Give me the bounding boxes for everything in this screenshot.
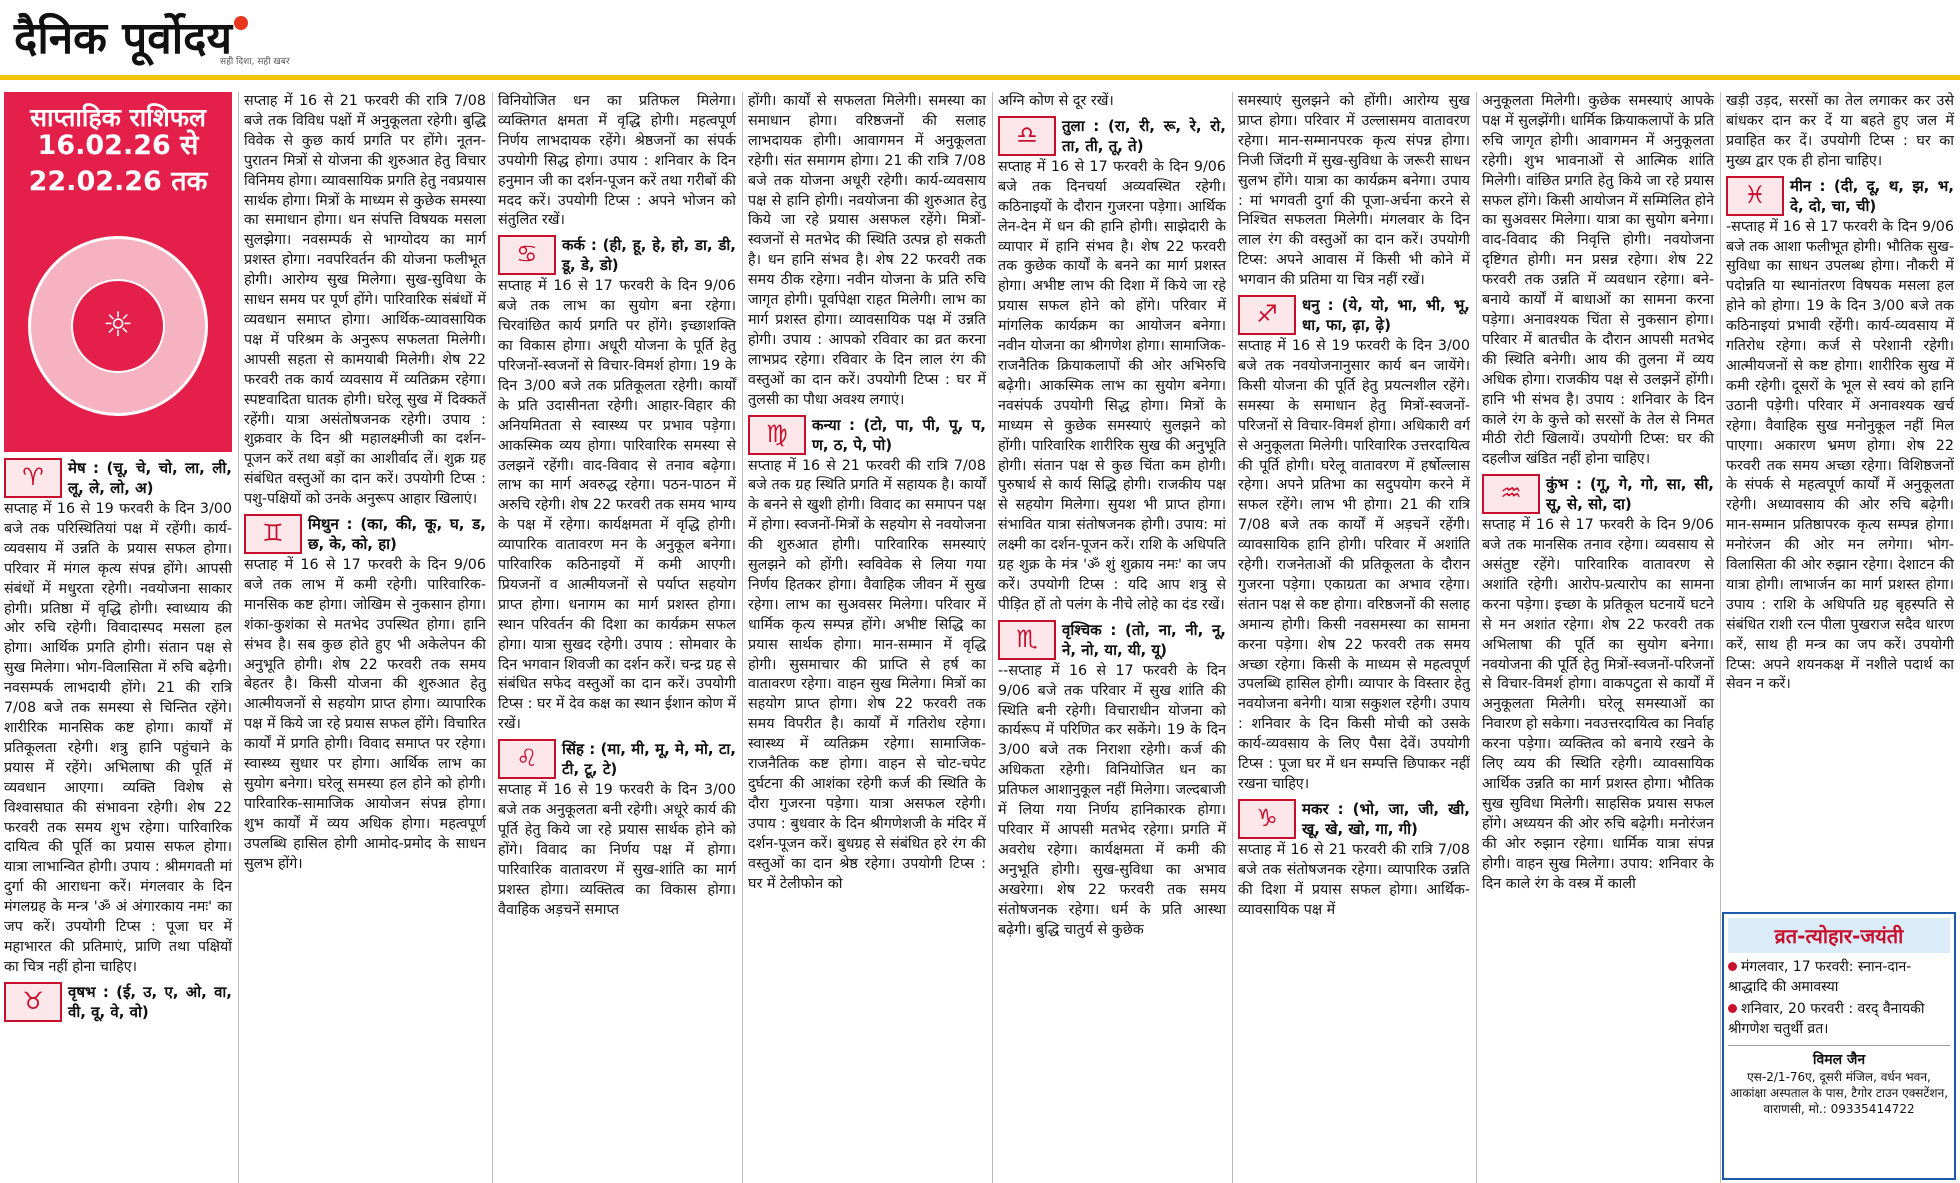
libra-icon: ♎ [998,116,1056,156]
sagittarius-icon: ♐ [1238,295,1296,335]
zodiac-wheel-icon [28,236,208,416]
feature-title: साप्ताहिक राशिफल [30,103,206,132]
rashi-text-makar-cont: अनुकूलता मिलेगी। कुछेक समस्याएं आपके पक्ष में सुलझेंगी। धार्मिक क्रियाकलापों के प्रति रुचि जागृत होगी। आवागमन में अनुकूलता रहेगी। शुभ भावनाओं से आत्मिक शांति मिलेगी। वांछित प्रगति हेतु किये जा रहे प्रयास सफल होंगे। किसी आयोजन में सम्मिलित होने का सुअवसर मिलेगा। यात्रा का सुयोग बनेगा। वाद-विवाद की निवृत्ति होगी। नवयोजना दृष्टिगत होगी। मन प्रसन्न रहेगा। शेष 22 फरवरी तक उन्नति में व्यवधान रहेगा। बने-बनाये कार्यों में बाधाओं का सामना करना पड़ेगा। अनावश्यक चिंता से नुकसान होगा। परिवार में बातचीत के दौरान आपसी मतभेद की स्थिति बनेगी। आय की तुलना में व्यय अधिक होगा। राजकीय पक्ष से उलझनें होंगी। हानि भी संभव है। उपाय : शनिवार के दिन काले रंग के कुत्ते को सरसों के तेल से निमत मीठी रोटी खिलायें। उपयोगी टिप्स: घर की दहलीज खंडित नहीं होना चाहिए। [1482,93,1714,468]
festival-box-title: व्रत-त्योहार-जयंती [1728,918,1950,953]
aries-icon: ♈ [4,458,62,498]
rashi-text-dhanu: सप्ताह में 16 से 19 फरवरी के दिन 3/00 बजे तक नवयोजनानुसार कार्य बन जायेंगे। किसी योजना की पूर्ति हेतु प्रयत्नशील रहेंगे। समस्या के समाधान हेतु मित्रों-स्वजनों-परिजनों से विचार-विमर्श होगा। अधिकारी वर्ग से अनुकूलता मिलेगी। पारिवारिक उत्तरदायित्व की पूर्ति होगी। घरेलू वातावरण में हर्षोल्लास रहेगा। अपने प्रतिभा का सदुपयोग करने में सफल रहेंगे। लाभ भी होगा। 21 की रात्रि 7/08 बजे तक कार्यों में अड़चनें रहेंगी। व्यावसायिक हानि होगी। परिवार में अशांति रहेगी। राजनेताओं की प्रतिकूलता के दौरान गुजरना पड़ेगा। एकाग्रता का अभाव रहेगा। संतान पक्ष से कष्ट होगा। वरिष्ठजनों की सलाह अमान्य होगी। किसी नवसमस्या का सामना करना पड़ेगा। शेष 22 फरवरी तक समय अच्छा रहेगा। किसी के माध्यम से महत्वपूर्ण उपलब्धि हासिल होगी। व्यापार के विस्तार हेतु नवयोजना बनेगी। यात्रा सकुशल रहेगी। उपाय : शनिवार के दिन किसी मोची को उसके कार्य-व्यवसाय के लिए पैसा देवें। उपयोगी टिप्स : पूजा घर में धन सम्पत्ति छिपाकर नहीं रखना चाहिए। [1238,338,1470,792]
logo-dot-icon [234,16,248,30]
column-7 [1478,92,1718,1183]
festival-item: मंगलवार, 17 फरवरी: स्नान-दान-श्राद्धादि की अमावस्या [1728,959,1912,995]
rashi-name-dhanu: धनु : (ये, यो, भा, भी, भू, धा, फा, ढ़ा, ढ़े) [1302,296,1470,335]
column-divider [492,92,493,1183]
rashi-name-vrish: वृषभ : (ई, उ, ए, ओ, वा, वी, वू, वे, वो) [68,982,232,1021]
rashi-header-mithun [244,514,486,554]
feature-date-to: 22.02.26 तक [28,165,208,197]
column-divider [1232,92,1233,1183]
rashi-name-tula: तुला : (रा, री, रू, रे, रो, ता, ती, तू, ते) [1062,116,1226,155]
rashi-header-singh [498,739,736,779]
rashi-header-kanya [748,415,986,455]
rashi-name-kark: कर्क : (ही, हू, हे, हो, डा, डी, डू, डे, डो) [562,236,736,275]
rashi-text-kumbh: सप्ताह में 16 से 17 फरवरी के दिन 9/06 बजे तक मानसिक तनाव रहेगा। व्यवसाय से असंतुष्ट रहेंगे। पारिवारिक वातावरण से अशांति रहेगी। आरोप-प्रत्यारोप का सामना करना पड़ेगा। इच्छा के प्रतिकूल घटनायें घटने से मन अशांत रहेगा। शेष 22 फरवरी तक अभिलाषा की पूर्ति का सुयोग बनेगा। नवयोजना की पूर्ति हेतु मित्रों-स्वजनों-परिजनों से विचार-विमर्श होगा। वाकपटुता से कार्यों में अनुकूलता मिलेगी। घरेलू समस्याओं का निवारण हो सकेगा। नवउत्तरदायित्व का निर्वाह करना पड़ेगा। व्यक्तित्व को बनाये रखने के लिए व्यय की स्थिति रहेगी। व्यावसायिक आर्थिक उन्नति का मार्ग प्रशस्त होगा। भौतिक सुख सुविधा मिलेगी। साहसिक प्रयास सफल होंगे। अध्ययन की ओर रुचि बढ़ेगी। मनोरंजन की ओर रुझान रहेगा। धार्मिक यात्रा संपन्न होगी। वाहन सुख मिलेगा। उपाय: शनिवार के दिन काले रंग के वस्त्र में काली [1482,517,1714,892]
rashi-header-meen [1726,176,1954,216]
column-3 [494,92,740,1183]
rashi-text-singh-cont: होंगी। कार्यों से सफलता मिलेगी। समस्या का समाधान होगा। वरिष्ठजनों की सलाह लाभदायक होगी। आवागमन में अनुकूलता रहेगी। संत समागम होगा। 21 की रात्रि 7/08 बजे तक योजना अधूरी रहेगी। कार्य-व्यवसाय पक्ष से हानि होगी। नवयोजना की शुरुआत हेतु किये जा रहे प्रयास असफल रहेंगे। मित्रों-स्वजनों से मतभेद की स्थिति उत्पन्न हो सकती है। धन हानि संभव है। शेष 22 फरवरी तक समय ठीक रहेगा। नवीन योजना के प्रति रुचि जागृत होगी। पूर्वापेक्षा राहत मिलेगी। लाभ का मार्ग प्रशस्त होगा। व्यावसायिक पक्ष में उन्नति होगी। उपाय : आपको रविवार का व्रत करना लाभप्रद रहेगा। रविवार के दिन लाल रंग की वस्तुओं का दान करें। उपयोगी टिप्स : घर में तुलसी का पौधा अवश्य लगाएं। [748,93,986,408]
rashi-header-mesh [4,458,232,498]
festival-item: शनिवार, 20 फरवरी : वरद् वैनायकी श्रीगणेश चतुर्थी व्रत। [1728,1001,1925,1037]
rashi-text-mesh: सप्ताह में 16 से 19 फरवरी के दिन 3/00 बजे तक परिस्थितियां पक्ष में रहेंगी। कार्य-व्यवसाय में उन्नति के प्रयास सफल होगा। परिवार में मंगल कृत्य संपन्न होंगे। आपसी संबंधों में मधुरता रहेगी। नवयोजना साकार होगी। प्रतिष्ठा में वृद्धि होगी। स्वाध्याय की ओर रुचि रहेगी। विवादास्पद मसला हल होगा। आर्थिक प्रगति होगी। संतान पक्ष से सुख मिलेगा। भोग-विलासिता में रुचि बढ़ेगी। नवसम्पर्क लाभदायी होंगे। 21 की रात्रि 7/08 बजे तक समस्या से चिन्तित रहेंगे। शारीरिक मानसिक कष्ट होगा। कार्यों में प्रतिकूलता रहेगी। शत्रु हानि पहुंचाने के प्रयास में रहेंगे। अभिलाषा की पूर्ति में व्यवधान आएगा। व्यक्ति विशेष से विश्वासघात की संभावना रहेगी। शेष 22 फरवरी तक समय शुभ रहेगा। पारिवारिक दायित्व की पूर्ति का प्रयास सफल होगा। यात्रा लाभान्वित होगी। उपाय : श्रीमगवती मां दुर्गा की आराधना करें। मंगलवार के दिन मंगलग्रह के मन्त्र 'ॐ अं अंगारकाय नमः' का जप करें। उपयोगी टिप्स : पूजा घर में महाभारत की प्रतिमाएं, प्राणि तथा पक्षियों का चित्र नहीं होना चाहिए। [4,501,232,975]
rashi-name-singh: सिंह : (मा, मी, मू, मे, मो, टा, टी, टू, टे) [562,740,736,779]
scorpio-icon: ♏ [998,620,1056,660]
column-2 [240,92,490,1183]
rashi-text-vrishchik: --सप्ताह में 16 से 17 फरवरी के दिन 9/06 बजे तक परिवार में सुख शांति की स्थिति बनी रहेगी। विचाराधीन योजना को कार्यरूप में परिणित कर सकेंगे। 19 के दिन 3/00 बजे तक निराशा रहेगी। कर्ज की अधिकता रहेगी। विनियोजित धन का प्रतिफल आशानुकूल नहीं मिलेगा। जल्दबाजी में लिया गया निर्णय हानिकारक होगा। परिवार में आपसी मतभेद रहेगा। प्रगति में अवरोध रहेगा। कार्यक्षमता में कमी की अनुभूति होगी। सुख-सुविधा का अभाव अखरेगा। शेष 22 फरवरी तक समय संतोषजनक रहेगा। धर्म के प्रति आस्था बढ़ेगी। बुद्धि चातुर्य से कुछेक [998,662,1226,938]
column-divider [742,92,743,1183]
rashi-text-singh: सप्ताह में 16 से 19 फरवरी के दिन 3/00 बजे तक अनुकूलता बनी रहेगी। अधूरे कार्य की पूर्ति हेतु किये जा रहे प्रयास सार्थक होने को होंगे। विवाद का निर्णय पक्ष में होगा। पारिवारिक वातावरण में सुख-शांति का मार्ग प्रशस्त होगा। व्यक्तित्व का विकास होगा। वैवाहिक अड़चनें समाप्त [498,782,736,918]
tagline: सही दिशा, सही खबर [220,57,290,67]
rashi-text-makar: सप्ताह में 16 से 21 फरवरी की रात्रि 7/08 बजे तक संतोषजनक रहेगा। व्यापारिक उन्नति की दिशा में प्रयास सफल होगा। आर्थिक-व्यावसायिक पक्ष में [1238,841,1470,918]
rashi-text-kark: सप्ताह में 16 से 17 फरवरी के दिन 9/06 बजे तक लाभ का सुयोग बना रहेगा। चिरवांछित कार्य प्रगति पर होंगे। इच्छाशक्ति का विकास होगा। अधूरी योजना के पूर्ति हेतु परिजनों-स्वजनों से विचार-विमर्श होगा। 19 के दिन 3/00 बजे तक प्रतिकूलता रहेगी। कार्यों के प्रति उदासीनता रहेगी। आहार-विहार की अनियमितता से स्वास्थ्य पर प्रभाव पड़ेगा। आकस्मिक व्यय होगा। पारिवारिक समस्या से उलझनें रहेंगी। वाद-विवाद से तनाव बढ़ेगा। लाभ का मार्ग अवरुद्ध रहेगा। पठन-पाठन में अरुचि रहेगी। शेष 22 फरवरी तक समय भाग्य के पक्ष में रहेगा। कार्यक्षमता में वृद्धि होगी। व्यापारिक वातावरण मन के अनुकूल बनेगा। पारिवारिक कठिनाइयों में कमी आएगी। प्रियजनों व आत्मीयजनों से पर्याप्त सहयोग प्राप्त होगा। धनागम का मार्ग प्रशस्त होगा। स्थान परिवर्तन की दिशा का कार्यक्रम सफल होगा। यात्रा सुखद रहेगी। उपाय : सोमवार के दिन भगवान शिवजी का दर्शन करें। चन्द्र ग्रह से संबंधित सफेद वस्तुओं का दान करें। उपयोगी टिप्स : घर में देव कक्ष का स्थान ईशान कोण में रखें। [498,278,736,733]
column-divider [1720,92,1721,1183]
rashi-header-tula [998,116,1226,156]
capricorn-icon: ♑ [1238,799,1296,839]
page-body [0,92,1960,1183]
festival-box [1722,912,1956,1180]
cancer-icon: ♋ [498,235,556,275]
masthead [0,0,1960,80]
rashi-name-kumbh: कुंभ : (गू, गे, गो, सा, सी, सू, से, सो, दा) [1546,475,1714,514]
column-divider [238,92,239,1183]
column-1 [0,92,236,1183]
rashi-header-kumbh [1482,474,1714,514]
rashi-text-tula: सप्ताह में 16 से 17 फरवरी के दिन 9/06 बजे तक दिनचर्या अव्यवस्थित रहेगी। कठिनाइयों के दौरान गुजरना पड़ेगा। आर्थिक लेन-देन में धन की हानि होगी। साझेदारी के व्यापार में हानि संभव है। शेष 22 फरवरी तक कुछेक कार्यों के बनने का मार्ग प्रशस्त होगा। अभीष्ट लाभ की दिशा में किये जा रहे प्रयास सफल होने को होंगे। परिवार में मांगलिक कार्यक्रम का आयोजन बनेगा। नवीन योजना का श्रीगणेश होगा। सामाजिक-राजनैतिक क्रियाकलापों की ओर अभिरुचि बढ़ेगी। आकस्मिक लाभ का सुयोग बनेगा। नवसंपर्क उपयोगी सिद्ध होगा। मित्रों के माध्यम से कुछेक समस्याएं सुलझने को होंगी। पारिवारिक शारीरिक सुख की अनुभूति होगी। संतान पक्ष से कुछ चिंता कम होगी। पुरुषार्थ से कार्य सिद्धि होगी। राजकीय पक्ष से सहयोग मिलेगा। सुयश भी प्राप्त होगा। संभावित यात्रा संतोषजनक होगी। उपाय: मां लक्ष्मी का दर्शन-पूजन करें। राशि के अधिपति ग्रह शुक्र के मंत्र 'ॐ शुं शुक्राय नमः' का जप करें। उपयोगी टिप्स : यदि आप शत्रु से पीड़ित हों तो पलंग के नीचे लोहे का दंड रखें। [998,158,1226,613]
taurus-icon: ♉ [4,982,62,1022]
sun-icon: ☼ [71,279,165,373]
rashi-text-kanya-cont: अग्नि कोण से दूर रखें। [998,93,1114,109]
rashi-text-meen: -सप्ताह में 16 से 17 फरवरी के दिन 9/06 बजे तक आशा फलीभूत होगी। भौतिक सुख-सुविधा का साधन उपलब्ध होगा। नौकरी में पदोन्नति या स्थानांतरण विषयक मसला हल होने को होगा। 19 के दिन 3/00 बजे तक कठिनाइयां प्रभावी रहेंगी। कार्य-व्यवसाय में गतिरोध रहेगा। कर्ज से परेशानी रहेगी। आत्मीयजनों से कष्ट होगा। शारीरिक सुख में कमी रहेगी। दूसरों के भूल से स्वयं को हानि उठानी पड़ेगी। परिवार में अनावश्यक खर्च रहेगा। वैवाहिक सुख मनोनुकूल नहीं मिल पाएगा। अकारण भ्रमण होगा। शेष 22 फरवरी तक समय अच्छा रहेगा। विशिष्ठजनों के संपर्क से महत्वपूर्ण कार्यों में अनुकूलता रहेगी। अध्यावसाय की ओर रुचि बढ़ेगी। मान-सम्मान प्रतिष्ठापरक कृत्य सम्पन्न होगा। मनोरंजन की ओर मन लगेगा। भोग-विलासिता की ओर रुझान रहेगा। देशाटन की यात्रा होगी। लाभार्जन का मार्ग प्रशस्त होगा। उपाय : राशि के अधिपति ग्रह बृहस्पति से संबंधित राशी रत्न पीला पुखराज सदैव धारण करें, साथ ही मन्त्र का जप करें। उपयोगी टिप्स: अपने शयनकक्ष में नशीले पदार्थ का सेवन न करें। [1726,218,1954,693]
rashi-name-mesh: मेष : (चू, चे, चो, ला, ली, लू, ले, लो, अ) [68,459,232,497]
rashi-text-kumbh-cont: खड़ी उड़द, सरसों का तेल लगाकर कर उसे बांधकर दान कर दें या बहते हुए जल में प्रवाहित कर दें। उपयोगी टिप्स : घर का मुख्य द्वार एक ही होना चाहिए। [1726,93,1954,169]
column-divider [992,92,993,1183]
feature-title-box [4,92,232,452]
bullet-icon [1728,962,1737,971]
author-address: एस-2/1-76ए, दूसरी मंजिल, वर्धन भवन, आकांक्षा अस्पताल के पास, टैगोर टाउन एक्सटेंशन, वाराणसी, मो.: 09335414722 [1729,1070,1949,1116]
rashi-name-vrishchik: वृश्चिक : (तो, ना, नी, नू, ने, नो, या, यी, यू) [1062,620,1226,659]
aquarius-icon: ♒ [1482,474,1540,514]
column-6 [1234,92,1474,1183]
rashi-text-vrish: सप्ताह में 16 से 21 फरवरी की रात्रि 7/08 बजे तक विविध पक्षों में अनुकूलता रहेगी। बुद्धि विवेक से कुछ कार्य प्रगति पर होंगे। नूतन-पुरातन मित्रों से योजना की शुरुआत हेतु विचार विनिमय होगा। व्यावसायिक प्रगति हेतु नवप्रयास सार्थक होगा। मित्रों के माध्यम से कुछेक समस्या का समाधान होगा। धन संपत्ति विषयक मसला सुलझेगा। नवसम्पर्क से भाग्योदय का मार्ग प्रशस्त होगा। नवपरिवर्तन की योजना फलीभूत होगी। आरोग्य सुख मिलेगा। सुख-सुविधा के साधन समय पर पूर्ण होंगे। पारिवारिक संबंधों में व्यवधान समाप्त होगा। आर्थिक-व्यावसायिक पक्ष में परिश्रम के अनुरूप सफलता मिलेगी। आपसी सहता से कामयाबी मिलेगी। शेष 22 फरवरी तक कार्य व्यवसाय में व्यतिक्रम रहेगा। स्पष्टवादिता घातक होगी। घरेलू सुख में दिक्कतें रहेंगी। यात्रा असंतोषजनक रहेगी। उपाय : शुक्रवार के दिन श्री महालक्ष्मीजी का दर्शन-पूजन करें तथा बड़ों का आशीर्वाद लें। शुक्र ग्रह संबंधित वस्तुओं का दान करें। उपयोगी टिप्स : पशु-पक्षियों को उनके अनुरूप आहार खिलाएं। [244,93,486,508]
rashi-name-makar: मकर : (भो, जा, जी, खी, खू, खे, खो, गा, गी) [1302,799,1470,838]
feature-date-from: 16.02.26 से [37,129,199,161]
rashi-text-mithun: सप्ताह में 16 से 17 फरवरी के दिन 9/06 बजे तक लाभ में कमी रहेगी। पारिवारिक-मानसिक कष्ट होगा। जोखिम से नुकसान होगा। शंका-कुशंका से मतभेद उपस्थित होगा। हानि संभव है। सब कुछ होते हुए भी अकेलेपन की अनुभूति होगी। शेष 22 फरवरी तक समय बेहतर है। किसी योजना की शुरुआत हेतु आत्मीयजनों से सहयोग प्राप्त होगा। व्यापारिक पक्ष में किये जा रहे प्रयास सफल होंगे। विचारित कार्यों में प्रगति होगी। विवाद समाप्त पर रहेगा। स्वास्थ्य सुधार पर होगा। आर्थिक लाभ का सुयोग बनेगा। घरेलू समस्या हल होने को होगी। पारिवारिक-सामाजिक आयोजन संपन्न होगा। शुभ कार्यों में व्यय अधिक होगा। महत्वपूर्ण उपलब्धि हासिल होगी आमोद-प्रमोद के साधन सुलभ होंगे। [244,557,486,872]
rashi-text-kanya: सप्ताह में 16 से 21 फरवरी की रात्रि 7/08 बजे तक ग्रह स्थिति प्रगति में सहायक है। कार्यों के बनने से खुशी होगी। विवाद का समापन पक्ष में होगा। स्वजनों-मित्रों के सहयोग से नवयोजना की शुरुआत होगी। पारिवारिक समस्याएं सुलझने को होंगी। स्वविवेक से लिया गया निर्णय हितकर होगा। वैवाहिक जीवन में सुख रहेगा। लाभ का सुअवसर मिलेगा। परिवार में धार्मिक कृत्य सम्पन्न होंगे। अभीष्ट सिद्धि का प्रयास सार्थक होगा। मान-सम्मान में वृद्धि होगी। सुसमाचार की प्राप्ति से हर्ष का वातावरण रहेगा। वाहन सुख मिलेगा। मित्रों का सहयोग प्राप्त होगा। शेष 22 फरवरी तक समय विपरीत है। कार्यों में गतिरोध रहेगा। स्वास्थ्य में व्यतिक्रम रहेगा। सामाजिक-राजनैतिक कष्ट होगा। वाहन से चोट-चपेट दुर्घटना की आशंका रहेगी कर्ज की स्थिति के दौरा गुजरना पड़ेगा। यात्रा असफल रहेगी। उपाय : बुधवार के दिन श्रीगणेशजी के मंदिर में दर्शन-पूजन करें। बुधग्रह से संबंधित हरे रंग की वस्तुओं का दान श्रेष्ठ रहेगा। उपयोगी टिप्स : घर में टेलीफोन को [748,457,986,892]
column-divider [1476,92,1477,1183]
rashi-text-mithun-cont: विनियोजित धन का प्रतिफल मिलेगा। व्यक्तिगत क्षमता में वृद्धि होगी। महत्वपूर्ण निर्णय लाभदायक रहेंगे। श्रेष्ठजनों का संपर्क उपयोगी सिद्ध होगा। उपाय : शनिवार के दिन हनुमान जी का दर्शन-पूजन करें तथा गरीबों की मदद करें। उपयोगी टिप्स : अपने भोजन को संतुलित रखें। [498,93,736,229]
leo-icon: ♌ [498,739,556,779]
author-name: विमल जैन [1728,1045,1950,1069]
bullet-icon [1728,1004,1737,1013]
rashi-header-vrish [4,982,232,1022]
rashi-name-mithun: मिथुन : (का, की, कू, घ, ड, छ, के, को, हा) [308,515,486,554]
pisces-icon: ♓ [1726,176,1784,216]
virgo-icon: ♍ [748,415,806,455]
column-4 [744,92,990,1183]
rashi-header-dhanu [1238,295,1470,335]
rashi-header-kark [498,235,736,275]
rashi-text-vrishchik-cont: समस्याएं सुलझने को होंगी। आरोग्य सुख प्राप्त होगा। परिवार में उल्लासमय वातावरण रहेगा। मान-सम्मानपरक कृत्य संपन्न होगा। निजी जिंदगी में सुख-सुविधा के जरूरी साधन सुलभ होंगे। यात्रा का कार्यक्रम बनेगा। उपाय : मां भगवती दुर्गा की पूजा-अर्चना करने से निश्चित सफलता मिलेगी। मंगलवार के दिन लाल रंग की वस्तुओं का दान करें। उपयोगी टिप्स: अपने आवास में किसी भी कोने में भगवान की प्रतिमा या चित्र नहीं रखें। [1238,93,1470,289]
column-5 [994,92,1230,1183]
rashi-name-kanya: कन्या : (टो, पा, पी, पू, प, ण, ठ, पे, पो) [812,415,986,454]
gemini-icon: ♊ [244,514,302,554]
rashi-header-vrishchik [998,620,1226,660]
rashi-header-makar [1238,799,1470,839]
newspaper-logo: दैनिक पूर्वोदय [14,6,248,66]
rashi-name-meen: मीन : (दी, दू, थ, झ, भ, दे, दो, चा, ची) [1790,176,1954,215]
